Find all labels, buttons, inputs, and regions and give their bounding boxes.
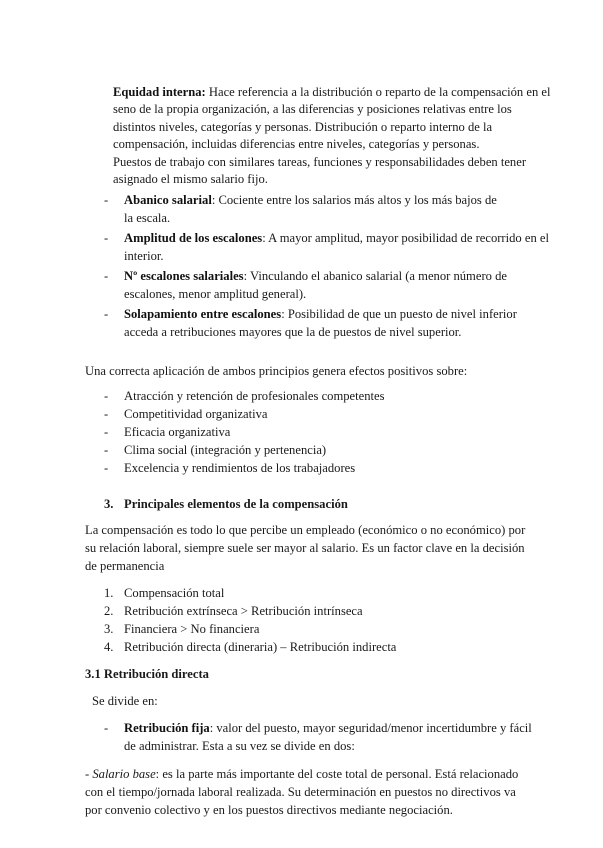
bullet-text: : Cociente entre los salarios más altos y los más bajos de: [211, 193, 497, 207]
fija-line-2: de administrar. Esta a su vez se divide en dos:: [124, 739, 355, 753]
bullet-abanico-cont: la escala.: [124, 211, 171, 225]
equidad-line-3: distintos niveles, categorías y personas. Distribución o reparto interno de la: [113, 120, 493, 134]
fija-dash: -: [104, 721, 109, 735]
effect-dash: -: [104, 407, 109, 421]
effect-item: Eficacia organizativa: [124, 425, 231, 439]
base-term: Salario base: [92, 767, 156, 781]
bullet-amplitud-cont: interior.: [124, 249, 164, 263]
bullet-text: : A mayor amplitud, mayor posibilidad de recorrido en el: [262, 231, 549, 245]
numbered-num: 3.: [104, 622, 114, 636]
base-line-3: por convenio colectivo y en los puestos directivos mediante negociación.: [85, 803, 453, 817]
numbered-num: 4.: [104, 640, 114, 654]
bullet-text: : Posibilidad de que un puesto de nivel inferior: [281, 307, 517, 321]
comp-line-3: de permanencia: [85, 559, 165, 573]
bullet-escalones: [124, 268, 507, 285]
numbered-item: Compensación total: [124, 586, 225, 600]
effect-item: Clima social (integración y pertenencia): [124, 443, 327, 457]
equidad-line-4: compensación, incluidas diferencias entre niveles, categorías y personas.: [113, 137, 480, 151]
effect-item: Atracción y retención de profesionales competentes: [124, 389, 385, 403]
effect-dash: -: [104, 461, 109, 475]
base-line-2: con el tiempo/jornada laboral realizada. Su determinación en puestos no directivos va: [85, 785, 516, 799]
equidad-text-1: Hace referencia a la distribución o reparto de la compensación en el: [205, 85, 551, 99]
bullet-dash: -: [104, 269, 109, 283]
bullet-term: Amplitud de los escalones: [124, 231, 263, 245]
fija-term: Retribución fija: [124, 721, 210, 735]
comp-line-1: La compensación es todo lo que percibe un empleado (económico o no económico) por: [85, 523, 526, 537]
base-line-1: [85, 766, 518, 783]
effect-item: Excelencia y rendimientos de los trabajadores: [124, 461, 356, 475]
equidad-line-5: Puestos de trabajo con similares tareas, funciones y responsabilidades deben tener: [113, 155, 527, 169]
effect-dash: -: [104, 443, 109, 457]
base-prefix: -: [85, 767, 93, 781]
base-text-1: : es la parte más importante del coste total de personal. Está relacionado: [155, 767, 519, 781]
effect-dash: -: [104, 389, 109, 403]
bullet-solapamiento: [124, 306, 517, 323]
fija-text: : valor del puesto, mayor seguridad/menor incertidumbre y fácil: [209, 721, 532, 735]
equidad-term: Equidad interna:: [113, 85, 206, 99]
section-3-1-title: 3.1 Retribución directa: [85, 667, 209, 681]
bullet-abanico: [124, 192, 497, 209]
effect-item: Competitividad organizativa: [124, 407, 268, 421]
section-3-title: Principales elementos de la compensación: [124, 497, 348, 511]
equidad-line-2: seno de la propia organización, a las diferencias y posiciones relativas entre los: [113, 102, 512, 116]
divide-text: Se divide en:: [92, 694, 158, 708]
numbered-item: Retribución extrínseca > Retribución intrínseca: [124, 604, 363, 618]
numbered-item: Financiera > No financiera: [124, 622, 260, 636]
equidad-line-6: asignado el mismo salario fijo.: [113, 172, 268, 186]
bullet-dash: -: [104, 231, 109, 245]
numbered-item: Retribución directa (dineraria) – Retribución indirecta: [124, 640, 397, 654]
bullet-amplitud: [124, 230, 549, 247]
numbered-num: 1.: [104, 586, 114, 600]
bullet-dash: -: [104, 307, 109, 321]
bullet-solapamiento-cont: acceda a retribuciones mayores que la de puestos de nivel superior.: [124, 325, 462, 339]
equidad-line-1: [113, 84, 551, 101]
bullet-term: Abanico salarial: [124, 193, 212, 207]
effects-intro: Una correcta aplicación de ambos principios genera efectos positivos sobre:: [85, 364, 468, 378]
bullet-term: Nº escalones salariales: [124, 269, 244, 283]
fija-line-1: [124, 720, 532, 737]
bullet-dash: -: [104, 193, 109, 207]
bullet-term: Solapamiento entre escalones: [124, 307, 282, 321]
effect-dash: -: [104, 425, 109, 439]
comp-line-2: su relación laboral, siempre suele ser mayor al salario. Es un factor clave en la decisión: [85, 541, 525, 555]
bullet-escalones-cont: escalones, menor amplitud general).: [124, 287, 307, 301]
section-3-number: 3.: [104, 497, 114, 511]
numbered-num: 2.: [104, 604, 114, 618]
bullet-text: : Vinculando el abanico salarial (a menor número de: [243, 269, 507, 283]
